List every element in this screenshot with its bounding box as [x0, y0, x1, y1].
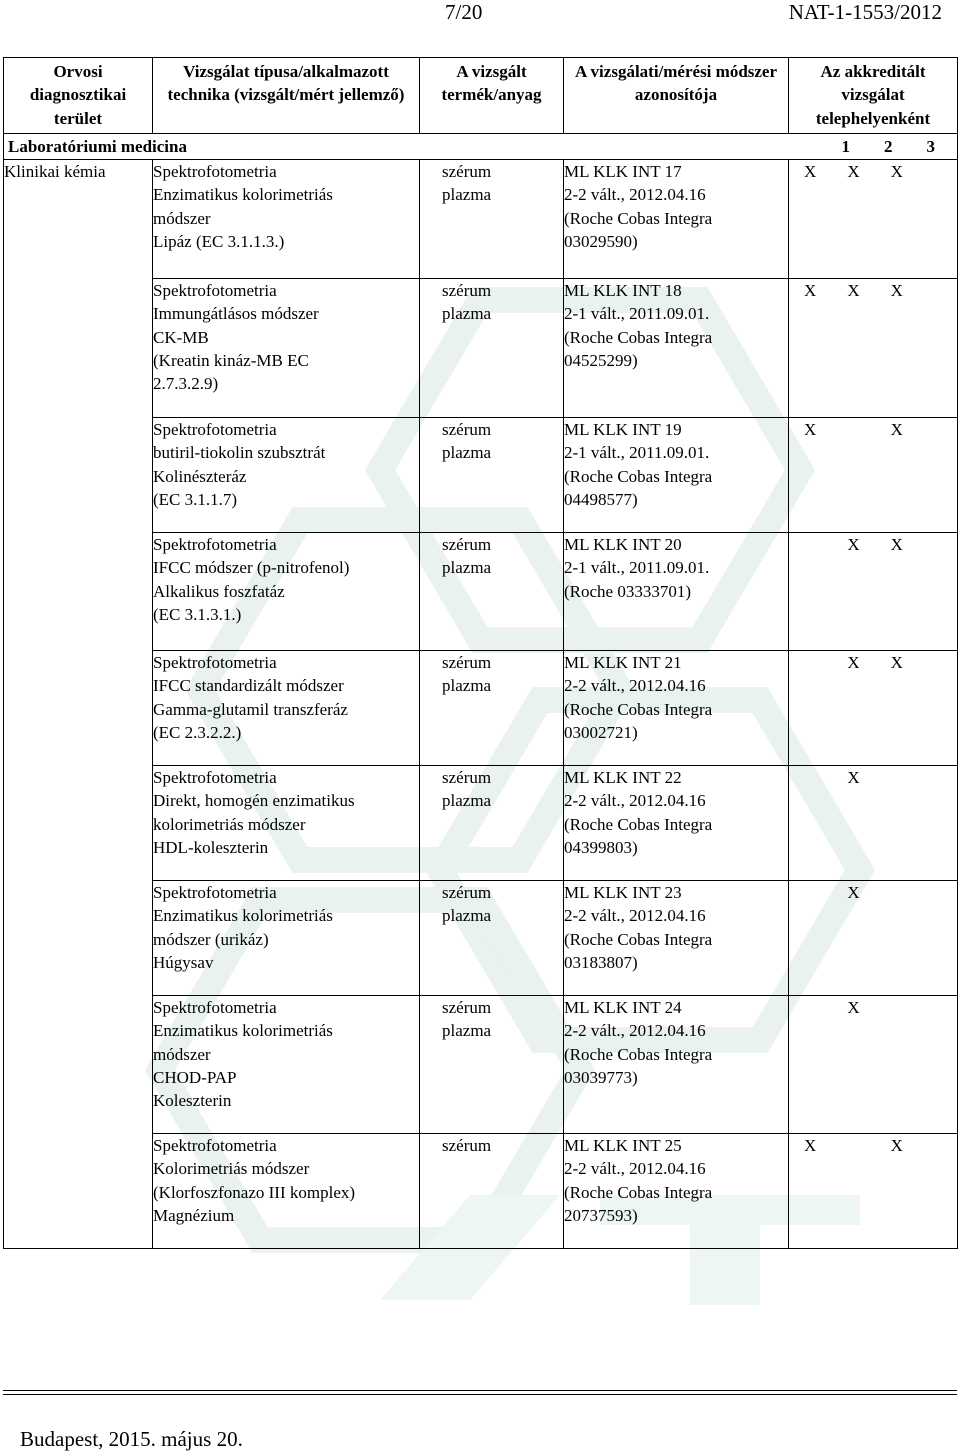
site-marks — [804, 651, 934, 674]
method-id-line: 2-2 vált., 2012.04.16 — [564, 185, 706, 205]
method-id-line: 04399803) — [564, 838, 638, 858]
site-1-mark: X — [804, 281, 817, 301]
method-line: Spektrofotometria — [153, 653, 277, 673]
sites-cell — [789, 1134, 958, 1249]
method-id-line: 04525299) — [564, 351, 638, 371]
site-1-label: 1 — [841, 136, 850, 156]
site-2-mark: X — [847, 768, 860, 788]
sites-cell — [789, 279, 958, 418]
method-line: Spektrofotometria — [153, 535, 277, 555]
method-id-line: (Roche Cobas Integra — [564, 1044, 713, 1064]
method-id-cell — [564, 160, 789, 279]
sites-cell — [789, 418, 958, 533]
site-3-mark: X — [890, 1136, 903, 1156]
method-id-cell — [564, 996, 789, 1134]
method-id-cell — [564, 766, 789, 881]
material-line: plazma — [442, 558, 492, 578]
material-line: szérum — [442, 535, 492, 555]
method-id-line: ML KLK INT 17 — [564, 162, 682, 182]
method-id-cell — [564, 418, 789, 533]
site-marks — [804, 418, 934, 441]
method-id-line: 03039773) — [564, 1068, 638, 1088]
footer-line — [3, 1394, 957, 1395]
method-line: Enzimatikus kolorimetriás — [153, 906, 333, 926]
accreditation-table — [3, 57, 958, 1249]
material-line: szérum — [442, 1136, 492, 1156]
method-line: Spektrofotometria — [153, 883, 277, 903]
header-method-type: Vizsgálat típusa/alkalmazott technika (vizsgált/mért jellemző) — [153, 58, 420, 134]
method-line: Húgysav — [153, 953, 214, 973]
method-line: HDL-koleszterin — [153, 838, 269, 858]
method-line: Spektrofotometria — [153, 998, 277, 1018]
method-id-line: ML KLK INT 20 — [564, 535, 682, 555]
site-marks — [804, 1134, 934, 1157]
material-cell — [420, 533, 564, 651]
method-id-line: 03002721) — [564, 723, 638, 743]
method-id-line: ML KLK INT 23 — [564, 883, 682, 903]
material-cell — [420, 881, 564, 996]
sites-cell — [789, 533, 958, 651]
header-method-id: A vizsgálati/mérési módszer azonosítója — [564, 58, 789, 134]
method-line: Lipáz (EC 3.1.1.3.) — [153, 232, 285, 252]
method-cell — [153, 160, 420, 279]
method-id-line: 2-2 vált., 2012.04.16 — [564, 906, 706, 926]
material-line: szérum — [442, 281, 492, 301]
footer-line — [3, 1390, 957, 1391]
method-line: Spektrofotometria — [153, 281, 277, 301]
material-line: szérum — [442, 420, 492, 440]
method-line: (Klorfoszfonazo III komplex) — [153, 1182, 356, 1202]
method-line: Kolinészteráz — [153, 466, 247, 486]
method-cell — [153, 418, 420, 533]
method-id-line: 2-2 vált., 2012.04.16 — [564, 1021, 706, 1041]
method-cell — [153, 651, 420, 766]
method-id-cell — [564, 1134, 789, 1249]
method-line: Spektrofotometria — [153, 1136, 277, 1156]
method-id-line: 2-1 vált., 2011.09.01. — [564, 304, 710, 324]
method-id-cell — [564, 533, 789, 651]
site-3-mark: X — [890, 281, 903, 301]
site-3-mark: X — [890, 162, 903, 182]
site-2-mark — [847, 1134, 890, 1157]
document-id: NAT-1-1553/2012 — [788, 0, 942, 24]
method-line: (Kreatin kináz-MB EC — [153, 351, 309, 371]
method-id-cell — [564, 881, 789, 996]
method-id-line: (Roche Cobas Integra — [564, 699, 713, 719]
method-line: IFCC módszer (p-nitrofenol) — [153, 558, 350, 578]
method-id-line: ML KLK INT 18 — [564, 281, 682, 301]
method-line: IFCC standardizált módszer — [153, 676, 344, 696]
method-line: Spektrofotometria — [153, 420, 277, 440]
material-cell — [420, 160, 564, 279]
material-line: plazma — [442, 443, 492, 463]
material-line: szérum — [442, 883, 492, 903]
site-1-mark — [804, 533, 847, 556]
method-id-line: ML KLK INT 22 — [564, 768, 682, 788]
method-id-line: (Roche Cobas Integra — [564, 466, 713, 486]
method-cell — [153, 881, 420, 996]
method-line: Alkalikus foszfatáz — [153, 581, 285, 601]
method-id-line: (Roche Cobas Integra — [564, 327, 713, 347]
site-1-mark — [804, 881, 847, 904]
method-line: módszer — [153, 208, 211, 228]
material-cell — [420, 766, 564, 881]
site-marks — [804, 279, 934, 302]
method-line: (EC 2.3.2.2.) — [153, 723, 242, 743]
method-line: CHOD-PAP — [153, 1068, 237, 1088]
section-row — [4, 133, 958, 159]
site-3-label: 3 — [926, 136, 935, 156]
material-cell — [420, 279, 564, 418]
method-id-cell — [564, 279, 789, 418]
site-marks — [804, 996, 934, 1019]
site-marks — [804, 881, 934, 904]
sites-cell — [789, 651, 958, 766]
city-date: Budapest, 2015. május 20. — [20, 1427, 243, 1451]
method-id-line: 2-2 vált., 2012.04.16 — [564, 1159, 706, 1179]
site-3-mark — [891, 996, 934, 1019]
method-line: Immungátlásos módszer — [153, 304, 319, 324]
method-id-line: (Roche Cobas Integra — [564, 814, 713, 834]
method-id-line: (Roche Cobas Integra — [564, 208, 713, 228]
section-title: Laboratóriumi medicina — [8, 136, 187, 156]
site-3-mark: X — [890, 653, 903, 673]
method-line: Spektrofotometria — [153, 162, 277, 182]
method-line: Direkt, homogén enzimatikus — [153, 791, 355, 811]
method-id-line: ML KLK INT 25 — [564, 1136, 682, 1156]
material-line: szérum — [442, 768, 492, 788]
site-1-mark: X — [804, 162, 817, 182]
site-marks — [804, 533, 934, 556]
material-line: plazma — [442, 676, 492, 696]
page-number: 7/20 — [445, 0, 483, 24]
site-2-mark: X — [847, 653, 860, 673]
method-line: Kolorimetriás módszer — [153, 1159, 310, 1179]
method-line: 2.7.3.2.9) — [153, 374, 219, 394]
site-1-mark — [804, 996, 847, 1019]
method-id-cell — [564, 651, 789, 766]
method-id-line: 2-2 vált., 2012.04.16 — [564, 676, 706, 696]
material-cell — [420, 996, 564, 1134]
site-marks — [804, 160, 934, 183]
sites-cell — [789, 160, 958, 279]
site-3-mark — [891, 881, 934, 904]
method-id-line: (Roche Cobas Integra — [564, 929, 713, 949]
header-sites: Az akkreditált vizsgálat telephelyenként — [789, 58, 958, 134]
method-line: Enzimatikus kolorimetriás — [153, 1021, 333, 1041]
site-2-mark: X — [847, 883, 860, 903]
site-3-mark: X — [890, 420, 903, 440]
method-id-line: ML KLK INT 24 — [564, 998, 682, 1018]
site-3-mark: X — [890, 535, 903, 555]
method-id-line: (Roche Cobas Integra — [564, 1182, 713, 1202]
method-line: kolorimetriás módszer — [153, 814, 306, 834]
site-1-mark: X — [804, 1136, 817, 1156]
method-line: Koleszterin — [153, 1091, 232, 1111]
sites-cell — [789, 996, 958, 1134]
site-2-mark: X — [847, 162, 860, 182]
material-cell — [420, 418, 564, 533]
method-line: Spektrofotometria — [153, 768, 277, 788]
material-line: szérum — [442, 653, 492, 673]
method-cell — [153, 996, 420, 1134]
material-line: plazma — [442, 791, 492, 811]
method-id-line: 2-1 vált., 2011.09.01. — [564, 558, 710, 578]
site-2-mark: X — [847, 998, 860, 1018]
method-id-line: 03029590) — [564, 232, 638, 252]
method-id-line: (Roche 03333701) — [564, 581, 692, 601]
site-2-mark: X — [847, 535, 860, 555]
method-cell — [153, 766, 420, 881]
method-cell — [153, 1134, 420, 1249]
method-cell — [153, 533, 420, 651]
method-id-line: 2-2 vált., 2012.04.16 — [564, 791, 706, 811]
material-line: szérum — [442, 998, 492, 1018]
material-line: szérum — [442, 162, 492, 182]
method-id-line: 03183807) — [564, 953, 638, 973]
site-2-label: 2 — [884, 136, 893, 156]
site-3-mark — [891, 766, 934, 789]
method-line: (EC 3.1.1.7) — [153, 490, 238, 510]
method-line: butiril-tiokolin szubsztrát — [153, 443, 326, 463]
header-area: Orvosi diagnosztikai terület — [4, 58, 153, 134]
material-cell — [420, 651, 564, 766]
method-line: módszer (urikáz) — [153, 929, 269, 949]
method-line: Enzimatikus kolorimetriás — [153, 185, 333, 205]
method-line: módszer — [153, 1044, 211, 1064]
method-id-line: ML KLK INT 19 — [564, 420, 682, 440]
material-line: plazma — [442, 304, 492, 324]
site-1-mark — [804, 766, 847, 789]
method-id-line: 2-1 vált., 2011.09.01. — [564, 443, 710, 463]
header-material: A vizsgált termék/anyag — [420, 58, 564, 134]
method-line: CK-MB — [153, 327, 209, 347]
site-2-mark: X — [847, 281, 860, 301]
site-1-mark: X — [804, 420, 817, 440]
sites-cell — [789, 881, 958, 996]
material-cell — [420, 1134, 564, 1249]
site-2-mark — [847, 418, 890, 441]
site-marks — [804, 766, 934, 789]
material-line: plazma — [442, 906, 492, 926]
sites-cell — [789, 766, 958, 881]
method-id-line: 20737593) — [564, 1206, 638, 1226]
method-cell — [153, 279, 420, 418]
method-id-line: 04498577) — [564, 490, 638, 510]
material-line: plazma — [442, 1021, 492, 1041]
site-1-mark — [804, 651, 847, 674]
method-line: Magnézium — [153, 1206, 235, 1226]
area-cell: Klinikai kémia — [4, 160, 153, 1249]
method-id-line: ML KLK INT 21 — [564, 653, 682, 673]
method-line: Gamma-glutamil transzferáz — [153, 699, 348, 719]
material-line: plazma — [442, 185, 492, 205]
method-line: (EC 3.1.3.1.) — [153, 605, 242, 625]
